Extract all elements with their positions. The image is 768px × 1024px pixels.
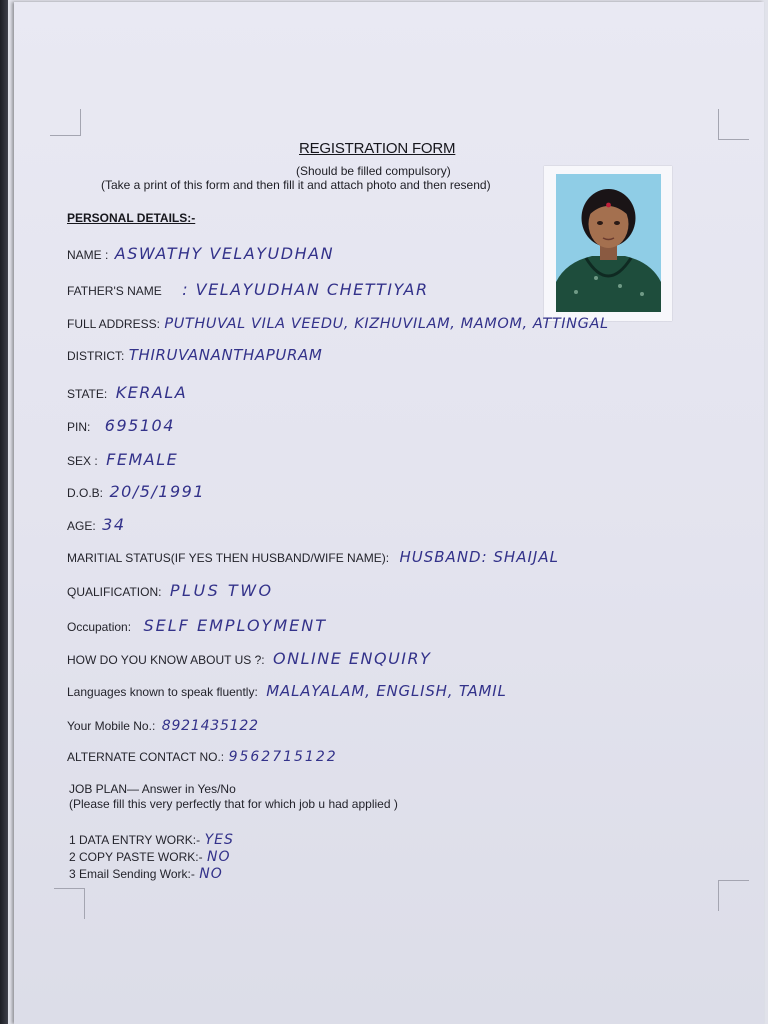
field-pin [67,418,175,435]
field-label: HOW DO YOU KNOW ABOUT US ?: [67,653,265,667]
field-value: 20/5/1991 [109,482,206,501]
field-label: STATE: [67,387,108,401]
field-qualification [67,583,274,600]
field-dob [67,484,205,501]
section-heading: PERSONAL DETAILS:- [67,211,196,225]
job-item-email-sending [69,866,223,882]
applicant-photo [556,174,661,312]
field-label: ALTERNATE CONTACT NO.: [67,750,225,764]
field-name [67,246,334,263]
field-label: FULL ADDRESS: [67,317,160,331]
field-value: ONLINE ENQUIRY [273,649,432,668]
field-value: PUTHUVAL VILA VEEDU, KIZHUVILAM, MAMOM, ATTINGAL [164,316,609,332]
field-label: PIN: [67,420,91,434]
field-label: Languages known to speak fluently: [67,685,258,699]
field-value: ASWATHY VELAYUDHAN [114,244,335,263]
job-item-value: YES [204,832,234,848]
person-portrait-icon [556,174,661,312]
job-item-label: 2 COPY PASTE WORK:- [69,850,203,864]
field-value: KERALA [115,383,188,402]
field-value: PLUS TWO [169,581,274,600]
field-label: DISTRICT: [67,349,125,363]
field-value: THIRUVANANTHAPURAM [128,346,323,364]
field-label: SEX : [67,454,98,468]
field-value: SELF EMPLOYMENT [143,616,327,635]
applicant-photo-frame [544,166,672,321]
field-occupation [67,618,327,635]
field-label: D.O.B: [67,486,104,500]
field-label: MARITIAL STATUS(IF YES THEN HUSBAND/WIFE NAME): [67,551,390,565]
field-sex [67,452,178,469]
field-label: FATHER'S NAME [67,284,162,298]
field-full-address [67,316,609,332]
field-mobile [67,718,259,734]
field-state [67,385,187,402]
field-label: NAME : [67,248,109,262]
field-value: 9562715122 [228,749,338,765]
job-item-label: 1 DATA ENTRY WORK:- [69,833,201,847]
field-alternate-contact [67,749,338,765]
field-fathers-name [67,282,429,299]
field-marital-status [67,550,559,566]
crop-mark-bottom-right [718,880,749,911]
job-item-copy-paste [69,849,231,865]
field-value: 34 [102,515,126,534]
form-title: REGISTRATION FORM [299,140,456,157]
field-value: 8921435122 [161,718,259,734]
field-value: : VELAYUDHAN CHETTIYAR [182,280,429,299]
field-label: Occupation: [67,620,132,634]
job-plan-heading: JOB PLAN— Answer in Yes/No [69,782,236,796]
form-instruction: (Take a print of this form and then fill it and attach photo and then resend) [101,178,491,192]
field-value: HUSBAND: SHAIJAL [399,548,559,566]
field-district [67,348,322,364]
field-value: MALAYALAM, ENGLISH, TAMIL [266,682,507,700]
crop-mark-bottom-left [54,888,85,919]
field-label: Your Mobile No.: [67,719,156,733]
job-item-value: NO [199,866,223,882]
job-item-label: 3 Email Sending Work:- [69,867,195,881]
crop-mark-top-right [718,109,749,140]
field-value: FEMALE [106,450,179,469]
field-how-did-you-know [67,651,431,668]
field-label: QUALIFICATION: [67,585,162,599]
job-item-data-entry [69,832,234,848]
field-label: AGE: [67,519,96,533]
field-languages [67,684,507,700]
crop-mark-top-left [50,109,81,136]
field-value: 695104 [104,416,175,435]
form-subtitle: (Should be filled compulsory) [296,164,451,178]
field-age [67,517,126,534]
job-plan-note: (Please fill this very perfectly that for which job u had applied ) [69,797,398,811]
job-item-value: NO [207,849,231,865]
